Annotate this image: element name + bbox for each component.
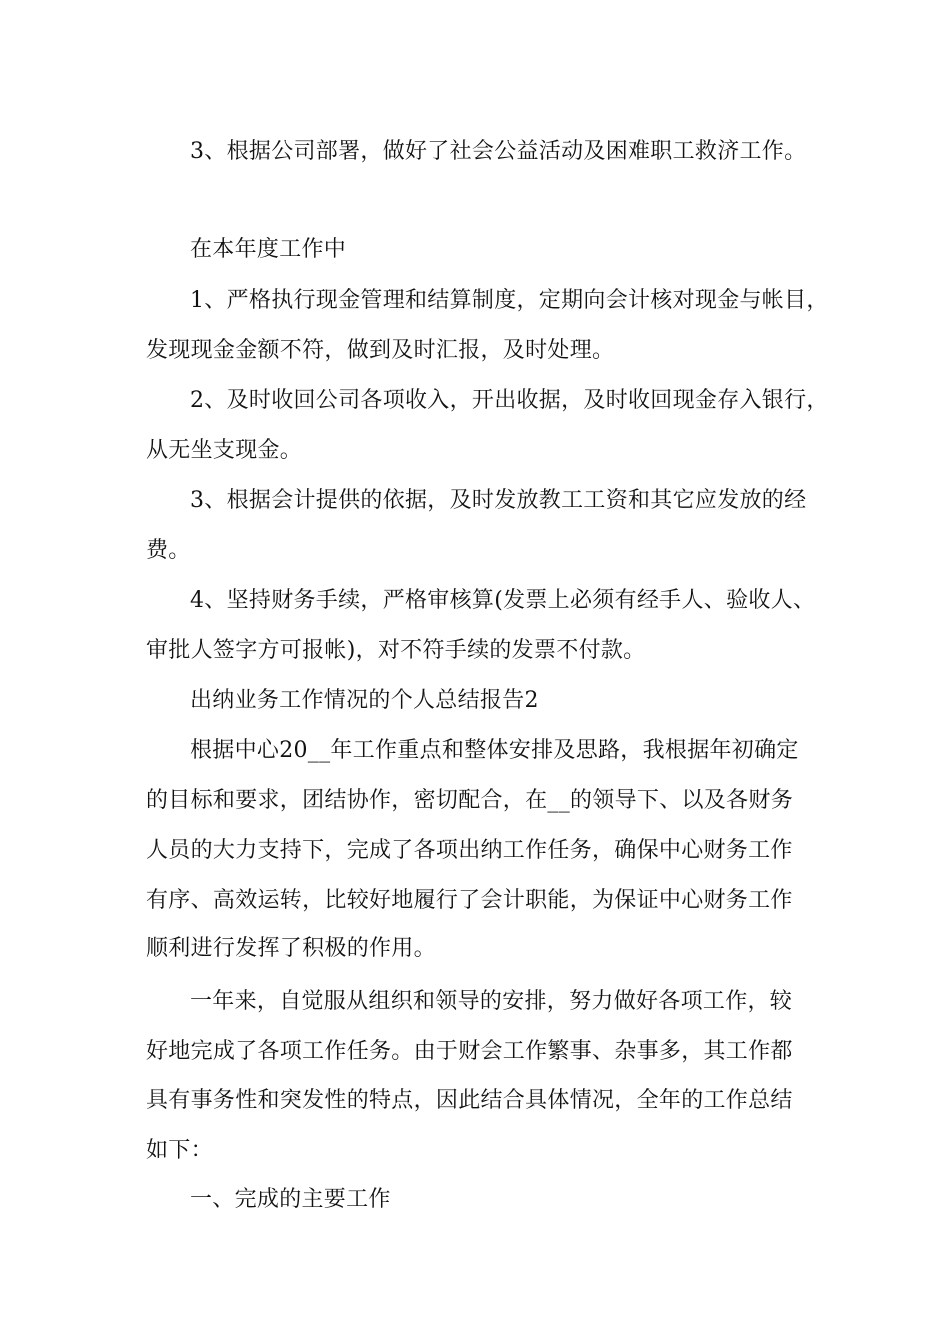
paragraph-line: 一年来，自觉服从组织和领导的安排，努力做好各项工作，较 — [190, 989, 793, 1014]
paragraph-line: 如下： — [146, 1138, 213, 1163]
paragraph-line: 费。 — [146, 538, 191, 563]
paragraph-line: 审批人签字方可报帐)，对不符手续的发票不付款。 — [146, 638, 646, 663]
paragraph-line: 有序、高效运转，比较好地履行了会计职能，为保证中心财务工作 — [146, 888, 793, 913]
paragraph-line: 2、及时收回公司各项收入，开出收据，及时收回现金存入银行， — [190, 388, 829, 413]
paragraph-line: 3、根据公司部署，做好了社会公益活动及困难职工救济工作。 — [190, 139, 807, 164]
paragraph-line: 具有事务性和突发性的特点，因此结合具体情况，全年的工作总结 — [146, 1088, 793, 1113]
paragraph-line: 的目标和要求，团结协作，密切配合，在__的领导下、以及各财务 — [146, 788, 794, 813]
paragraph-line: 从无坐支现金。 — [146, 438, 303, 463]
paragraph-line: 顺利进行发挥了积极的作用。 — [146, 936, 436, 961]
section-heading: 在本年度工作中 — [190, 237, 347, 262]
paragraph-line: 人员的大力支持下，完成了各项出纳工作任务，确保中心财务工作 — [146, 838, 793, 863]
paragraph-line: 1、严格执行现金管理和结算制度，定期向会计核对现金与帐目， — [190, 288, 829, 313]
report-title: 出纳业务工作情况的个人总结报告2 — [190, 688, 539, 713]
paragraph-line: 4、坚持财务手续，严格审核算(发票上必须有经手人、验收人、 — [190, 588, 816, 613]
paragraph-line: 发现现金金额不符，做到及时汇报，及时处理。 — [146, 338, 615, 363]
paragraph-line: 根据中心20__年工作重点和整体安排及思路，我根据年初确定 — [190, 738, 799, 763]
paragraph-line: 3、根据会计提供的依据，及时发放教工工资和其它应发放的经 — [190, 488, 807, 513]
paragraph-line: 好地完成了各项工作任务。由于财会工作繁事、杂事多，其工作都 — [146, 1039, 793, 1064]
section-heading: 一、完成的主要工作 — [190, 1187, 391, 1212]
